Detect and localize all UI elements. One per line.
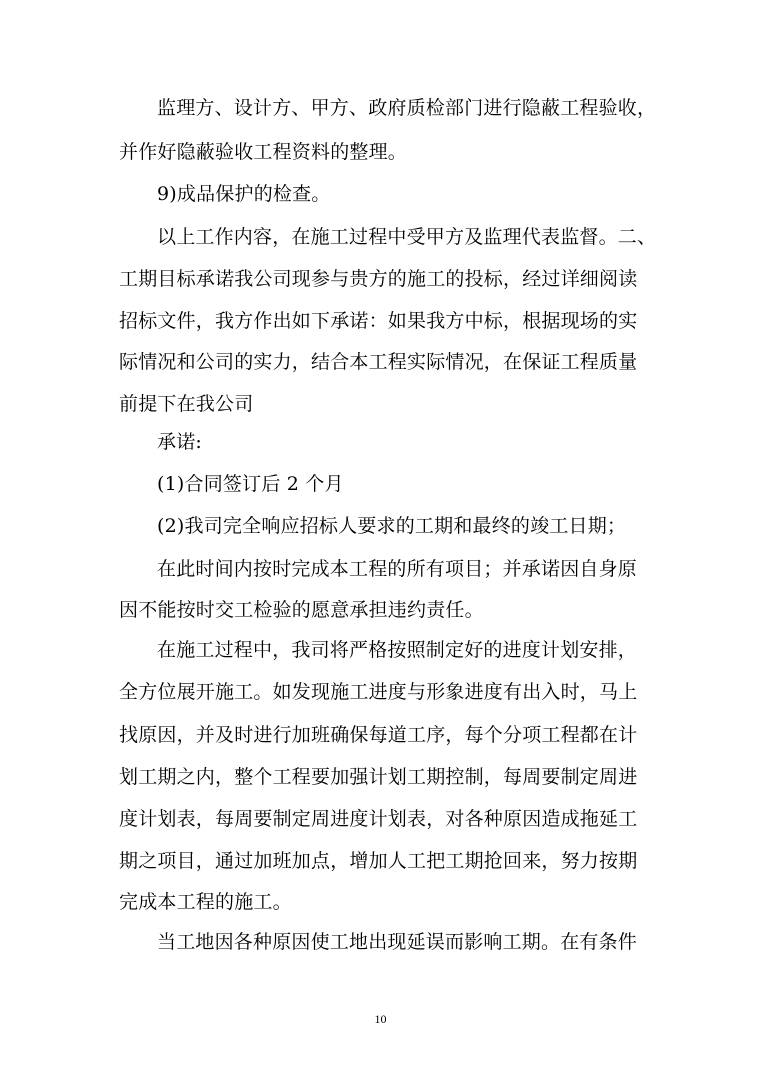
text-line: 在施工过程中，我司将严格按照制定好的进度计划安排， <box>157 639 638 661</box>
text-line: 承诺: <box>157 431 203 453</box>
text-line: (1)合同签订后 2 个月 <box>157 473 344 495</box>
text-line: 完成本工程的施工。 <box>119 891 292 913</box>
text-line: 期之项目，通过加班加点，增加人工把工期抢回来，努力按期 <box>119 850 638 872</box>
text-line: 并作好隐蔽验收工程资料的整理。 <box>119 141 408 163</box>
text-line: 9)成品保护的检查。 <box>157 183 331 205</box>
text-line: 招标文件，我方作出如下承诺：如果我方中标，根据现场的实 <box>119 310 638 332</box>
text-line: 全方位展开施工。如发现施工进度与形象进度有出入时，马上 <box>119 681 638 703</box>
text-line: 划工期之内，整个工程要加强计划工期控制，每周要制定周进 <box>119 766 638 788</box>
text-line: 找原因，并及时进行加班确保每道工序，每个分项工程都在计 <box>119 724 638 746</box>
text-line: 度计划表，每周要制定周进度计划表，对各种原因造成拖延工 <box>119 808 638 830</box>
text-line: 际情况和公司的实力，结合本工程实际情况，在保证工程质量 <box>119 351 638 373</box>
page-number: 10 <box>374 1012 387 1026</box>
text-line: 在此时间内按时完成本工程的所有项目；并承诺因自身原 <box>157 558 638 580</box>
text-line: 监理方、设计方、甲方、政府质检部门进行隐蔽工程验收， <box>157 97 657 119</box>
text-line: 以上工作内容，在施工过程中受甲方及监理代表监督。二、 <box>157 226 657 248</box>
text-line: 当工地因各种原因使工地出现延误而影响工期。在有条件 <box>157 931 638 953</box>
text-line: (2)我司完全响应招标人要求的工期和最终的竣工日期； <box>157 515 627 537</box>
text-line: 工期目标承诺我公司现参与贵方的施工的投标，经过详细阅读 <box>119 268 638 290</box>
text-line: 因不能按时交工检验的愿意承担违约责任。 <box>119 599 484 621</box>
text-line: 前提下在我公司 <box>119 393 254 415</box>
